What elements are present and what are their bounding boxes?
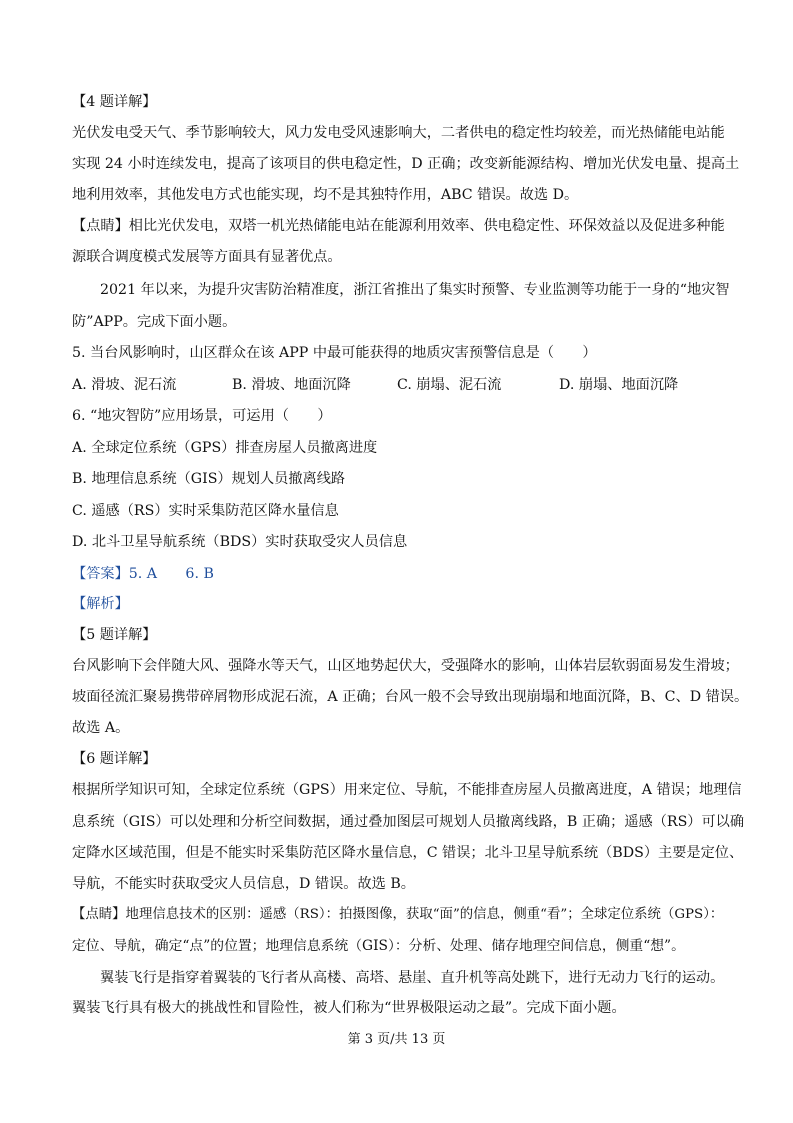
- text-line: 实现 24 小时连续发电，提高了该项目的供电稳定性，D 正确；改变新能源结构、增加光伏发电量、提高土: [72, 156, 740, 172]
- q5-option-c: C. 崩塌、泥石流: [397, 377, 502, 393]
- text-line: 地利用效率，其他发电方式也能实现，均不是其独特作用，ABC 错误。故选 D。: [72, 187, 579, 203]
- answer-line: 【答案】5. A 6. B: [72, 566, 214, 582]
- text-line: 台风影响下会伴随大风、强降水等天气，山区地势起伏大，受强降水的影响，山体岩层软弱面易发生滑坡；: [72, 658, 739, 674]
- text-line: 定位、导航，确定“点”的位置；地理信息系统（GIS）：分析、处理、储存地理空间信息，侧重“想”。: [72, 938, 685, 954]
- tip-line: 【点睛】相比光伏发电，双塔一机光热储能电站在能源利用效率、供电稳定性、环保效益以及促进多种能: [72, 218, 725, 234]
- text-line: 坡面径流汇聚易携带碎屑物形成泥石流，A 正确；台风一般不会导致出现崩塌和地面沉降，B、C、D 错误。: [72, 689, 749, 705]
- section-heading-q4: 【4 题详解】: [72, 94, 157, 110]
- section-heading-q5: 【5 题详解】: [72, 627, 157, 643]
- text-line: 故选 A。: [72, 720, 130, 736]
- section-heading-q6: 【6 题详解】: [72, 751, 157, 767]
- question-6: 6. “地灾智防”应用场景，可运用（ ）: [72, 408, 332, 424]
- q5-option-a: A. 滑坡、泥石流: [72, 377, 177, 393]
- material-line: 翼装飞行具有极大的挑战性和冒险性，被人们称为“世界极限运动之最”。完成下面小题。: [72, 1000, 626, 1016]
- tip-line: 【点睛】地理信息技术的区别：遥感（RS）：拍摄图像，获取“面”的信息，侧重“看”；全球定位系统（GPS）：: [72, 907, 724, 922]
- text-line: 导航，不能实时获取受灾人员信息，D 错误。故选 B。: [72, 876, 415, 892]
- text-line: 源联合调度模式发展等方面具有显著优点。: [72, 249, 342, 265]
- page-footer: 第 3 页/共 13 页: [347, 1032, 446, 1047]
- q5-option-b: B. 滑坡、地面沉降: [232, 377, 351, 393]
- text-line: 根据所学知识可知，全球定位系统（GPS）用来定位、导航，不能排查房屋人员撤离进度，A 错误；地理信: [72, 782, 742, 798]
- q6-option-a: A. 全球定位系统（GPS）排查房屋人员撤离进度: [72, 440, 378, 456]
- q5-option-d: D. 崩塌、地面沉降: [559, 377, 679, 393]
- text-line: 息系统（GIS）可以处理和分析空间数据，通过叠加图层可规划人员撤离线路，B 正确；遥感（RS）可以确: [72, 814, 745, 830]
- material-line: 防”APP。完成下面小题。: [72, 314, 237, 330]
- material-line: 翼装飞行是指穿着翼装的飞行者从高楼、高塔、悬崖、直升机等高处跳下，进行无动力飞行的运动。: [100, 970, 725, 986]
- q5-options: [72, 375, 678, 395]
- text-line: 光伏发电受天气、季节影响较大，风力发电受风速影响大，二者供电的稳定性均较差，而光热储能电站能: [72, 125, 725, 141]
- q6-option-d: D. 北斗卫星导航系统（BDS）实时获取受灾人员信息: [72, 534, 408, 550]
- question-5: 5. 当台风影响时，山区群众在该 APP 中最可能获得的地质灾害预警信息是（ ）: [72, 345, 597, 361]
- q6-option-c: C. 遥感（RS）实时采集防范区降水量信息: [72, 503, 339, 519]
- analysis-heading: 【解析】: [72, 596, 129, 612]
- material-line: 2021 年以来，为提升灾害防治精准度，浙江省推出了集实时预警、专业监测等功能于一身的“地灾智: [100, 282, 730, 298]
- text-line: 定降水区域范围，但是不能实时采集防范区降水量信息，C 错误；北斗卫星导航系统（BDS）主要是定位、: [72, 845, 744, 861]
- q6-option-b: B. 地理信息系统（GIS）规划人员撤离线路: [72, 471, 346, 487]
